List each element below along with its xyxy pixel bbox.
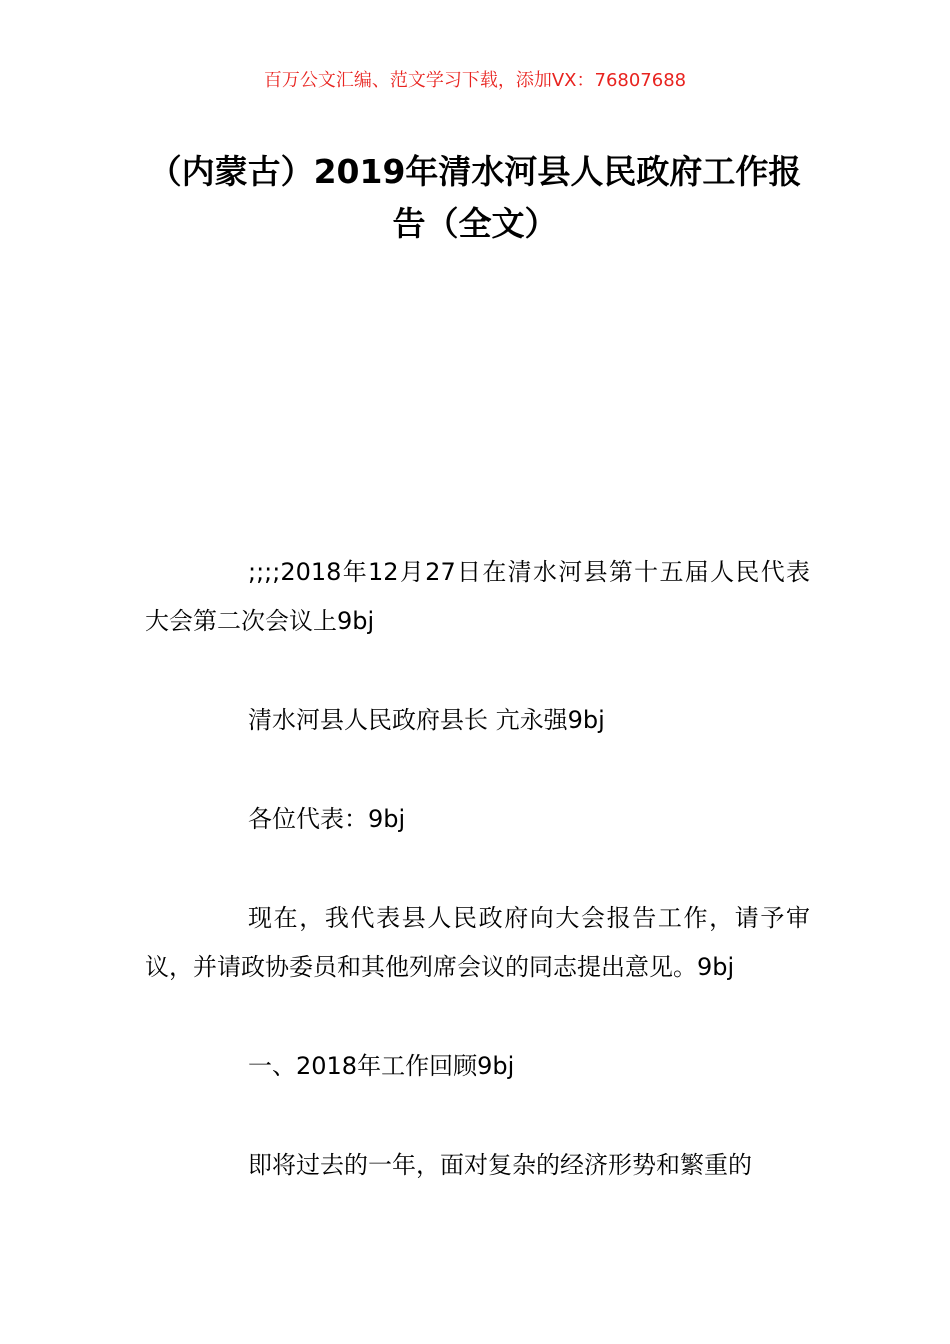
paragraph-intro: 现在，我代表县人民政府向大会报告工作，请予审议，并请政协委员和其他列席会议的同志提出意见。9bj: [145, 904, 810, 981]
header-promo-note: 百万公文汇编、范文学习下载，添加VX：76807688: [263, 70, 687, 91]
section-heading-review: 一、2018年工作回顾9bj: [248, 1052, 515, 1080]
paragraph-salutation: 各位代表：9bj: [248, 805, 406, 833]
paragraph-review-start: 即将过去的一年，面对复杂的经济形势和繁重的: [248, 1151, 752, 1179]
document-title: （内蒙古）2019年清水河县人民政府工作报告（全文）: [148, 152, 802, 243]
document-body: [145, 548, 810, 1240]
paragraph-meeting-info: ;;;;2018年12月27日在清水河县第十五届人民代表大会第二次会议上9bj: [145, 558, 810, 635]
paragraph-speaker: 清水河县人民政府县长 亢永强9bj: [248, 706, 605, 734]
